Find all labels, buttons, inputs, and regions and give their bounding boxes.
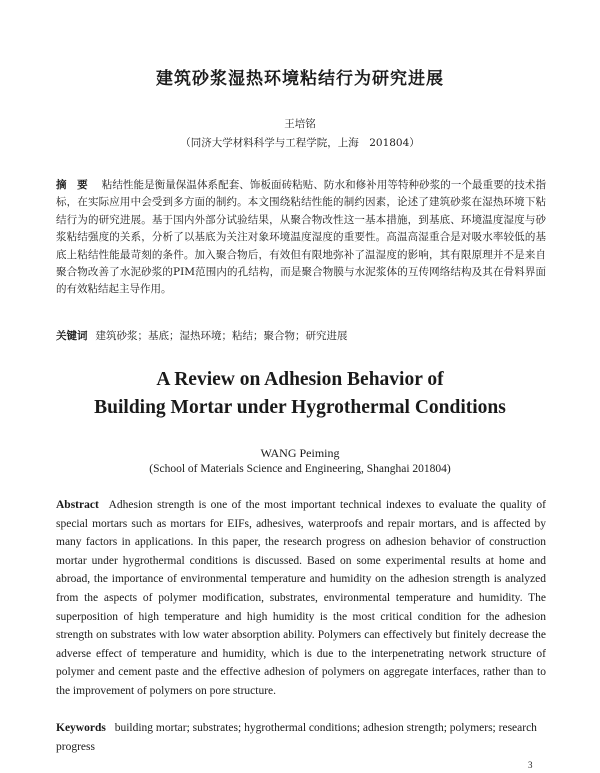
chinese-abstract-text: 粘结性能是衡量保温体系配套、饰板面砖粘贴、防水和修补用等特种砂浆的一个最重要的技术指标，在实际应用中会受到多方面的制约。本文围绕粘结性能的制约因素，论述了建筑砂浆在湿热环境下粘结行为的研究进展。基于国内外部分试验结果，从聚合物改性这一基本措施，到基底、环境温度湿度与砂浆粘结强度的关系，分析了以基底为关注对象环境温度湿度的重要性。高温高湿重合是对吸水率较低的基底上粘结性能最苛刻的条件。加入聚合物后，有效但有限地弥补了温湿度的影响，其有限原理并不是来自聚合物改善了水泥砂浆的PIM范围内的孔结构，而是聚合物膜与水泥浆体的互传网络结构及其在骨料界面的有效粘结起主导作用。: [56, 179, 547, 296]
chinese-abstract: [56, 177, 546, 299]
english-title: [0, 366, 600, 422]
english-keywords-text: building mortar; substrates; hygrothermal conditions; adhesion strength; polymers; research progress: [56, 722, 537, 753]
english-title-line-1: A Review on Adhesion Behavior of: [156, 369, 444, 390]
chinese-title: 建筑砂浆湿热环境粘结行为研究进展: [156, 69, 444, 89]
english-keywords: [56, 719, 546, 756]
english-keywords-label: Keywords: [56, 722, 106, 734]
english-author: WANG Peiming: [260, 446, 340, 460]
english-abstract: [56, 496, 546, 701]
english-affiliation: (School of Materials Science and Engineering, Shanghai 201804): [149, 463, 451, 475]
chinese-author: 王培铭: [284, 118, 316, 130]
chinese-keywords-label: 关键词: [56, 330, 88, 342]
english-abstract-text: Adhesion strength is one of the most important technical indexes to evaluate the quality of special mortars such as mortars for EIFs, adhesives, waterproofs and repair mortars, and is affected by many factors in applications. In this paper, the research progress on adhesion behavior of construction mortar under hygrothermal conditions is discussed. Based on some experimental results at home and abroad, the importance of environmental temperature and humidity on the adhesion strength is analyzed from the aspects of polymer modification, substrates, environmental temperature and humidity. The superposition of high temperature and high humidity is the most critical condition for the adhesion strength on substrates with low water absorption ability. Polymers can effectively but finitely decrease the adverse effect of temperature and humidity, which is due to the interpenetrating network structure of polymer and cement paste and the effective adhesion of polymers on aggregate interfaces, rather than to the improvement of polymers on pore structure.: [56, 499, 546, 697]
english-title-line-2: Building Mortar under Hygrothermal Conditions: [94, 397, 506, 418]
chinese-keywords: [56, 328, 546, 344]
english-abstract-label: Abstract: [56, 499, 99, 511]
chinese-affiliation: （同济大学材料科学与工程学院，上海 201804）: [180, 137, 420, 149]
chinese-abstract-label: 摘 要: [56, 179, 88, 191]
page-number: 3: [528, 760, 533, 770]
chinese-keywords-text: 建筑砂浆；基底；湿热环境；粘结；聚合物；研究进展: [95, 330, 348, 342]
